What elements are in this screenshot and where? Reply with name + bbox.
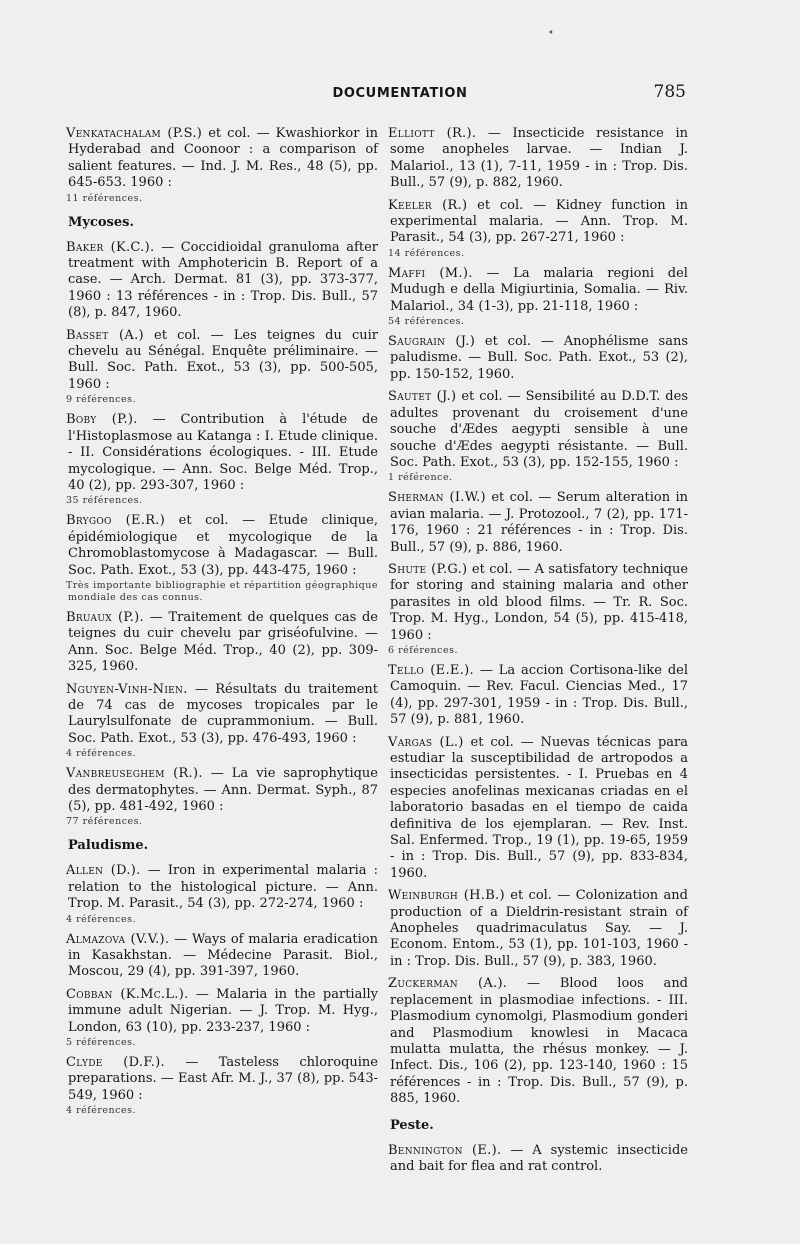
reference-entry [68, 240, 378, 322]
reference-entry [390, 663, 688, 729]
entry-note: 4 références. [66, 913, 136, 925]
entry-text: — Iron in experimental malaria : relation to the histological picture. — Ann. Trop. M. Parasit., 54 (3), pp. 272-274, 1960 : [68, 863, 378, 912]
entry-author: Baker (K.C.). [66, 239, 155, 255]
entry-text: et col. — Nuevas técnicas para estudiar la susceptibilidad de artropodos a insecticidas persistentes. - I. Pruebas en 4 especies anofelinas mexicanas criadas en el laboratorio basadas en el tiempo de caida definitiva de los ejemplaran. — Rev. Inst. Sal. Enfermed. Trop., 19 (1), pp. 19-65, 1959 - in : Trop. Dis. Bull., 57 (9), pp. 833-834, 1960. [390, 734, 688, 881]
entry-author: Shute (P.G.) [388, 561, 468, 577]
entry-author: Sherman (I.W.) [388, 490, 486, 506]
reference-entry [390, 888, 688, 970]
entry-note: 4 références. [66, 1105, 136, 1117]
reference-entry [68, 766, 378, 828]
entry-note: 35 références. [66, 495, 143, 507]
section-heading-paludisme: Paludisme. [68, 838, 149, 854]
entry-author: Basset (A.) [66, 327, 144, 343]
entry-author: Boby (P.). [66, 412, 138, 428]
reference-entry [68, 682, 378, 761]
entry-author: Elliott (R.). [388, 126, 477, 141]
reference-entry [390, 490, 688, 556]
entry-text: et col. — Les teignes du cuir chevelu au Sénégal. Enquête préliminaire. — Bull. Soc. Path. Exot., 53 (3), pp. 500-505, 1960 : [68, 327, 378, 392]
entry-text: — A systemic insecticide and bait for flea and rat control. [390, 1142, 688, 1174]
reference-entry [68, 1055, 378, 1117]
reference-entry [390, 198, 688, 260]
entry-author: Weinburgh (H.B.) [388, 888, 505, 904]
reference-entry [390, 389, 688, 484]
entry-text: — Contribution à l'étude de l'Histoplasmose au Katanga : I. Etude clinique. - II. Considérations écologiques. - III. Etude mycologique. — Ann. Soc. Belge Méd. Trop., 40 (2), pp. 293-307, 1960 : [68, 412, 379, 493]
entry-author: Brygoo (E.R.) [66, 513, 166, 529]
entry-author: Maffi (M.). [388, 265, 473, 281]
entry-note: 14 références. [388, 247, 465, 259]
entry-text: — Traitement de quelques cas de teignes du cuir chevelu par griséofulvine. — Ann. Soc. Belge Méd. Trop., 40 (2), pp. 309-325, 1960. [68, 609, 379, 675]
entry-author: Clyde (D.F.). [66, 1055, 165, 1071]
section-heading-peste: Peste. [390, 1117, 434, 1133]
entry-text: — Blood loos and replacement in plasmodiae infections. - III. Plasmodium cynomolgi, Plasmodium gonderi and Plasmodium knowlesi in Macaca mulatta mulatta, the rhésus monkey. — J. Infect. Dis., 106 (2), pp. 123-140, 1960 : 15 références - in : Trop. Dis. Bull., 57 (9), p. 885, 1960. [390, 976, 689, 1107]
entry-text: — La vie saprophytique des dermatophytes. — Ann. Dermat. Syph., 87 (5), pp. 481-492, 1960 : [68, 766, 378, 814]
entry-text: et col. — Etude clinique, épidémiologique et mycologique de la Chromoblastomycose à Madagascar. — Bull. Soc. Path. Exot., 53 (3), pp. 443-475, 1960 : [68, 513, 378, 578]
entry-author: Vanbreuseghem (R.). [66, 766, 203, 782]
reference-entry [390, 562, 688, 657]
page-number: 785 [653, 82, 686, 102]
entry-author: Sautet (J.) [388, 389, 457, 405]
entry-author: Vargas (L.) [388, 734, 464, 750]
entry-text: et col. — A satisfatory technique for storing and staining malaria and other parasites in old blood films. — Tr. R. Soc. Trop. M. Hyg., London, 54 (5), pp. 415-418, 1960 : [390, 561, 689, 643]
entry-text: — La accion Cortisona-like del Camoquin. — Rev. Facul. Ciencias Med., 17 (4), pp. 297-301, 1959 - in : Trop. Dis. Bull., 57 (9), p. 881, 1960. [390, 662, 689, 728]
reference-entry [68, 513, 378, 604]
reference-entry [390, 334, 688, 383]
entry-note: 9 références. [66, 394, 136, 406]
page-mark: • [548, 28, 554, 39]
entry-text: et col. — Sensibilité au D.D.T. des adultes provenant du croisement d'une souche d'Ædes aegypti sensible à une souche d'Ædes aegypti résistante. — Bull. Soc. Path. Exot., 53 (3), pp. 152-155, 1960 : [390, 389, 688, 470]
entry-author: Venkatachalam (P.S.) [66, 126, 203, 141]
entry-author: Nguyen-Vinh-Nien. [66, 681, 188, 697]
entry-author: Allen (D.). [66, 863, 141, 879]
entry-text: — Résultats du traitement de 74 cas de mycoses tropicales par le Laurylsulfonate de cuprammonium. — Bull. Soc. Path. Exot., 53 (3), pp. 476-493, 1960 : [68, 681, 378, 746]
reference-entry [68, 863, 378, 925]
entry-author: Tello (E.E.). [388, 662, 474, 678]
entry-note: 6 références. [388, 644, 458, 656]
entry-author: Bruaux (P.). [66, 609, 144, 625]
entry-text: — Coccidioidal granuloma after treatment with Amphotericin B. Report of a case. — Arch. Dermat. 81 (3), pp. 373-377, 1960 : 13 références - in : Trop. Dis. Bull., 57 (8), p. 847, 1960. [68, 239, 379, 321]
reference-entry [390, 976, 688, 1107]
running-title: DOCUMENTATION [332, 86, 468, 101]
entry-note: 54 références. [388, 316, 465, 328]
entry-text: — La malaria regioni del Mudugh e della Migiurtinia, Somalia. — Riv. Malariol., 34 (1-3), pp. 21-118, 1960 : [390, 265, 688, 314]
right-column [390, 126, 688, 1181]
reference-entry [390, 126, 688, 192]
page-header [0, 84, 800, 108]
entry-note: 1 référence. [388, 472, 453, 484]
entry-author: Zuckerman (A.). [388, 976, 508, 992]
entry-author: Bennington (E.). [388, 1142, 502, 1158]
reference-entry [68, 987, 378, 1049]
entry-note: 4 références. [66, 748, 136, 760]
entry-text: et col. — Kwashiorkor in Hyderabad and Coonoor : a comparison of salient features. — Ind. J. M. Res., 48 (5), pp. 645-653. 1960 : [68, 126, 378, 191]
left-column [68, 126, 378, 1123]
reference-entry [68, 932, 378, 981]
reference-entry [390, 735, 688, 883]
entry-text: — Tasteless chloroquine preparations. — East Afr. M. J., 37 (8), pp. 543-549, 1960 : [68, 1055, 378, 1103]
entry-text: et col. — Kidney function in experimental malaria. — Ann. Trop. M. Parasit., 54 (3), pp. 267-271, 1960 : [390, 197, 689, 246]
reference-entry [68, 328, 378, 407]
entry-text: — Insecticide resistance in some anopheles larvae. — Indian J. Malariol., 13 (1), 7-11, 1959 - in : Trop. Dis. Bull., 57 (9), p. 882, 1960. [390, 126, 688, 191]
entry-note: 5 références. [66, 1037, 136, 1049]
entry-author: Saugrain (J.) [388, 334, 476, 350]
entry-text: — Malaria in the partially immune adult Nigerian. — J. Trop. M. Hyg., London, 63 (10), pp. 233-237, 1960 : [68, 986, 378, 1035]
section-heading-mycoses: Mycoses. [68, 214, 134, 230]
entry-note: 11 références. [66, 192, 143, 204]
entry-text: et col. — Serum alteration in avian malaria. — J. Protozool., 7 (2), pp. 171-176, 1960 : 21 références - in : Trop. Dis. Bull., 57 (9), p. 886, 1960. [390, 490, 688, 555]
entry-text: et col. — Anophélisme sans paludisme. — Bull. Soc. Path. Exot., 53 (2), pp. 150-152, 1960. [390, 334, 688, 382]
reference-entry [68, 412, 378, 507]
reference-entry [68, 610, 378, 676]
entry-author: Almazova (V.V.). [66, 931, 170, 947]
entry-text: — Ways of malaria eradication in Kasakhstan. — Médecine Parasit. Biol., Moscou, 29 (4), pp. 391-397, 1960. [68, 931, 378, 980]
entry-note: 77 références. [66, 816, 143, 828]
reference-entry [68, 126, 378, 205]
entry-text: et col. — Colonization and production of a Dieldrin-resistant strain of Anopheles quadrimaculatus Say. — J. Econom. Entom., 53 (1), pp. 101-103, 1960 - in : Trop. Dis. Bull., 57 (9), p. 383, 1960. [390, 888, 688, 969]
entry-author: Keeler (R.) [388, 197, 468, 213]
reference-entry [390, 266, 688, 328]
entry-author: Cobban (K.Mc.L.). [66, 986, 189, 1002]
entry-note: Très importante bibliographie et répartition géographique mondiale des cas connus. [66, 579, 378, 603]
reference-entry [390, 1143, 688, 1176]
